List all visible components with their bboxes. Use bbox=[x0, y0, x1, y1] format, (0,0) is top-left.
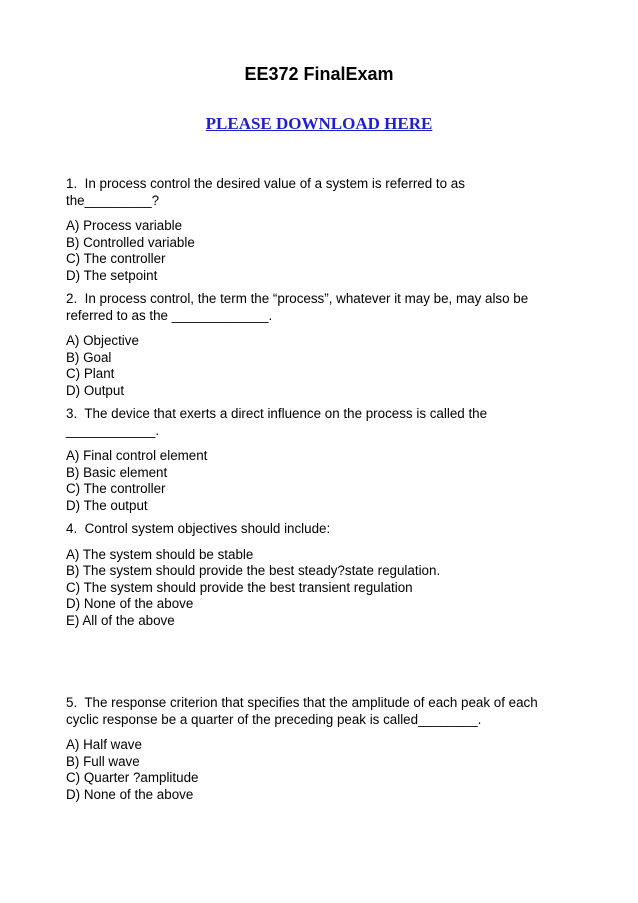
question-4-option-b: B) The system should provide the best steady?state regulation. bbox=[66, 563, 441, 578]
question-3 bbox=[66, 406, 586, 514]
question-1-text-line-1: 1. In process control the desired value of a system is referred to as bbox=[66, 176, 465, 191]
question-3-option-d: D) The output bbox=[66, 497, 148, 513]
question-3-option-b: B) Basic element bbox=[66, 464, 168, 480]
question-1 bbox=[66, 176, 586, 284]
question-5-option-b: B) Full wave bbox=[66, 753, 140, 769]
question-1-option-b: B) Controlled variable bbox=[66, 234, 195, 250]
question-1-option-d: D) The setpoint bbox=[66, 267, 158, 283]
question-4-option-a: A) The system should be stable bbox=[66, 546, 254, 562]
question-5-text-line-1: 5. The response criterion that specifies that the amplitude of each peak of each bbox=[66, 695, 538, 710]
question-4-text-line-1: 4. Control system objectives should include: bbox=[66, 521, 331, 536]
question-3-text-line-2: ____________. bbox=[66, 422, 160, 438]
question-5-text-line-2: cyclic response be a quarter of the preceding peak is called________. bbox=[66, 711, 482, 727]
question-2-text-line-2: referred to as the _____________. bbox=[66, 307, 273, 323]
question-2 bbox=[66, 291, 586, 399]
question-5-option-c: C) Quarter ?amplitude bbox=[66, 770, 199, 785]
question-2-option-c: C) Plant bbox=[66, 366, 115, 381]
question-3-option-a: A) Final control element bbox=[66, 448, 208, 463]
question-4-option-c: C) The system should provide the best transient regulation bbox=[66, 579, 413, 595]
question-2-option-d: D) Output bbox=[66, 382, 125, 398]
question-1-option-c: C) The controller bbox=[66, 251, 166, 266]
question-1-text-line-2: the_________? bbox=[66, 192, 160, 208]
question-5-option-d: D) None of the above bbox=[66, 786, 194, 802]
question-4-option-e: E) All of the above bbox=[66, 612, 175, 628]
question-4 bbox=[66, 521, 586, 629]
question-2-text-line-1: 2. In process control, the term the “process”, whatever it may be, may also be bbox=[66, 291, 529, 306]
question-4-option-d: D) None of the above bbox=[66, 596, 194, 611]
question-2-option-a: A) Objective bbox=[66, 333, 139, 348]
question-1-option-a: A) Process variable bbox=[66, 218, 183, 233]
page-title: EE372 FinalExam bbox=[244, 64, 394, 84]
download-link[interactable]: PLEASE DOWNLOAD HERE bbox=[205, 114, 433, 133]
question-5-option-a: A) Half wave bbox=[66, 737, 142, 752]
question-3-option-c: C) The controller bbox=[66, 481, 166, 496]
download-link-container bbox=[0, 113, 638, 135]
question-3-text-line-1: 3. The device that exerts a direct influence on the process is called the bbox=[66, 406, 488, 421]
question-2-option-b: B) Goal bbox=[66, 349, 112, 365]
question-5 bbox=[66, 695, 586, 803]
